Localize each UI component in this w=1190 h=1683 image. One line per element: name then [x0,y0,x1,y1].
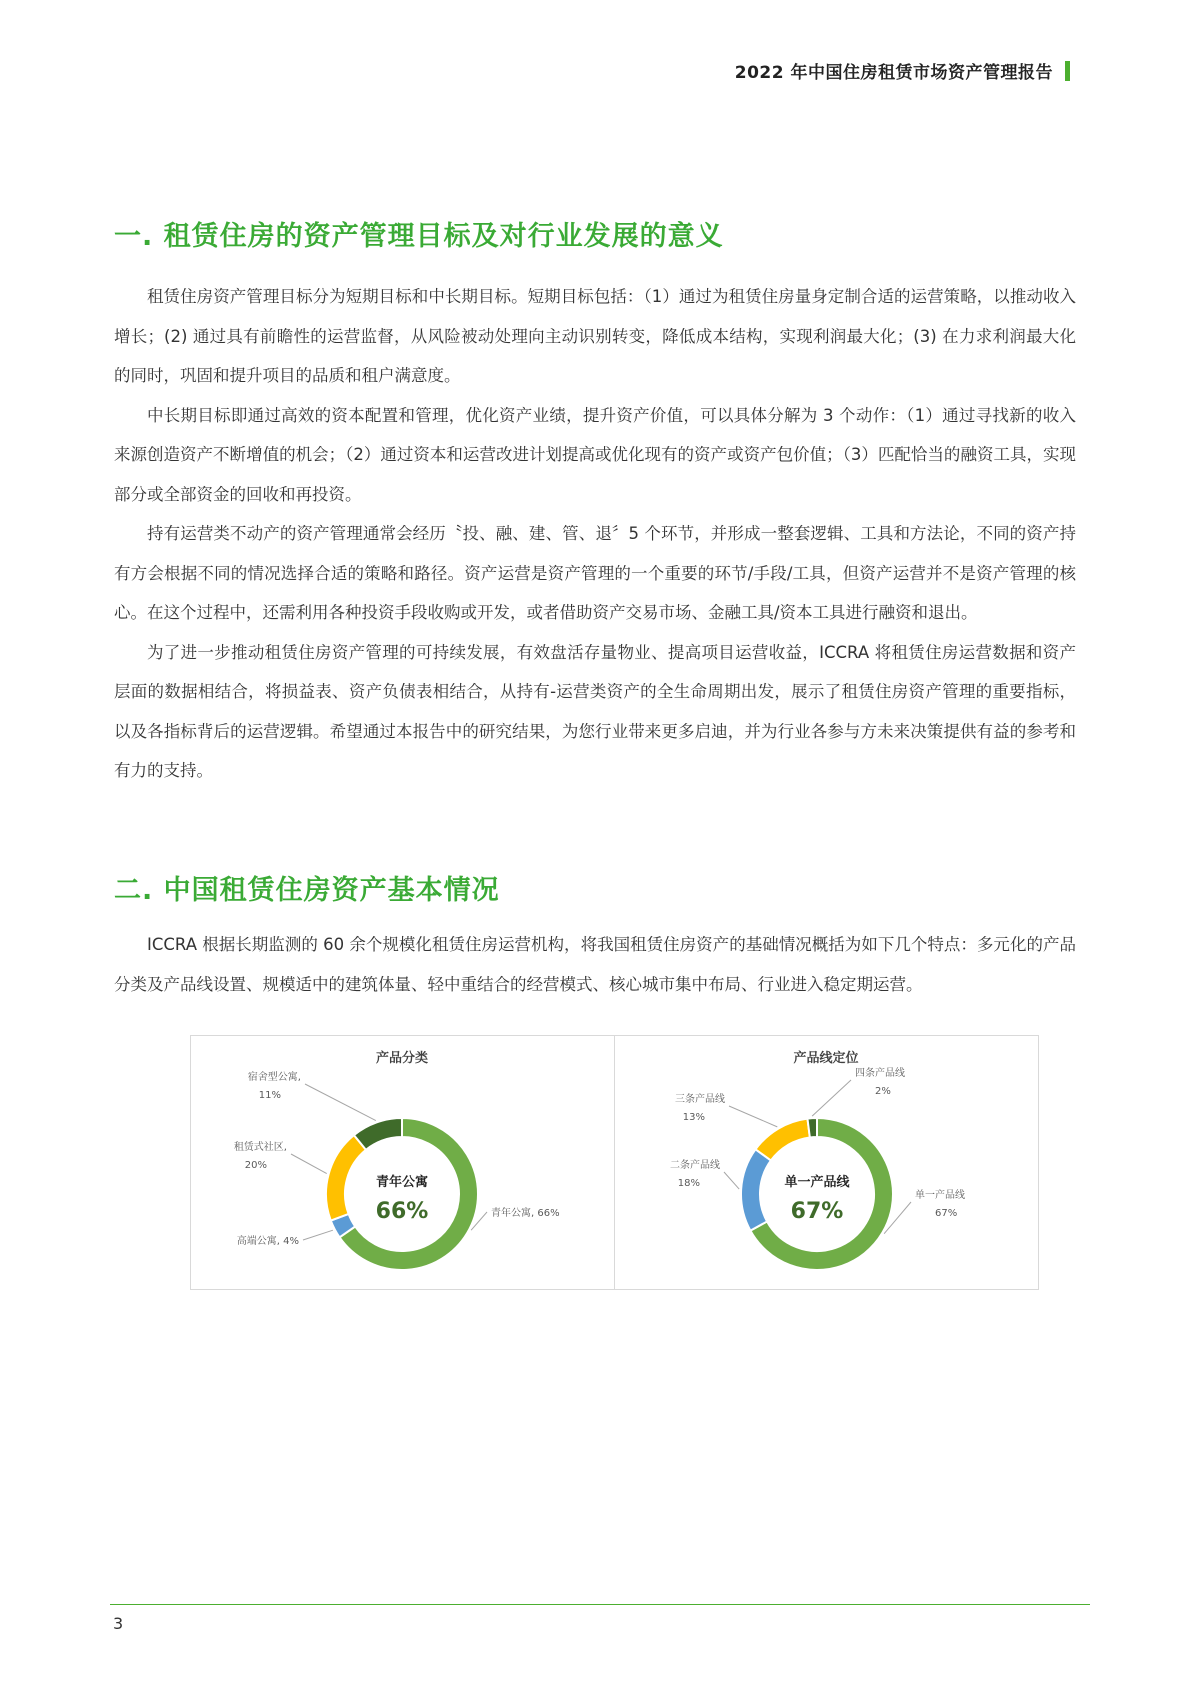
donut-charts-panel [190,1035,1039,1290]
leader-line-1 [303,1230,333,1240]
section-1-paragraph-2: 中长期目标即通过高效的资本配置和管理，优化资产业绩，提升资产价值，可以具体分解为 3 个动作：（1）通过寻找新的收入来源创造资产不断增值的机会；（2）通过资本和运营改进计划提高或优化现有的资产或资产包价值；（3）匹配恰当的融资工具，实现部分或全部资金的回收和再投资。 [114,405,1076,504]
footer-line [110,1604,1090,1605]
donut-slice-3 [807,1118,817,1137]
product-line-donut [615,1036,1038,1291]
slice-label-name-1: 二条产品线 [670,1160,720,1171]
slice-label-name-2: 租赁式社区, [233,1142,287,1153]
donut-slice-2 [326,1135,366,1220]
slice-label-value-2: 20% [244,1160,267,1171]
leader-line-2 [291,1154,327,1174]
slice-label-1: 高端公寓, 4% [236,1236,299,1247]
donut-slice-2 [756,1119,810,1161]
center-value: 66% [375,1199,429,1224]
chart-title: 产品分类 [375,1051,429,1066]
section-1-paragraph-4: 为了进一步推动租赁住房资产管理的可持续发展，有效盘活存量物业、提高项目运营收益，ICCRA 将租赁住房运营数据和资产层面的数据相结合，将损益表、资产负债表相结合，从持有-运营类资产的全生命周期出发，展示了租赁住房资产管理的重要指标，以及各指标背后的运营逻辑。希望通过本报告中的研究结果，为您行业带来更多启迪，并为行业各参与方未来决策提供有益的参考和有力的支持。 [114,642,1076,780]
slice-label-name-0: 单一产品线 [915,1190,965,1201]
chart-title: 产品线定位 [793,1051,859,1066]
slice-label-name-3: 四条产品线 [855,1068,905,1079]
slice-label-value-2: 13% [682,1112,705,1123]
slice-label-0: 青年公寓, 66% [491,1208,560,1219]
slice-label-value-3: 11% [258,1090,281,1101]
leader-line-1 [724,1172,739,1189]
leader-line-2 [729,1106,777,1127]
center-value: 67% [790,1199,844,1224]
page-number: 3 [113,1614,124,1633]
section-1-paragraph-1: 租赁住房资产管理目标分为短期目标和中长期目标。短期目标包括：（1）通过为租赁住房量身定制合适的运营策略，以推动收入增长；(2) 通过具有前瞻性的运营监督，从风险被动处理向主动识别转变，降低成本结构，实现利润最大化；(3) 在力求利润最大化的同时，巩固和提升项目的品质和租户满意度。 [114,287,1076,385]
section-1-paragraph-3: 持有运营类不动产的资产管理通常会经历〝投、融、建、管、退〞5 个环节，并形成一整套逻辑、工具和方法论，不同的资产持有方会根据不同的情况选择合适的策略和路径。资产运营是资产管理的一个重要的环节/手段/工具，但资产运营并不是资产管理的核心。在这个过程中，还需利用各种投资手段收购或开发，或者借助资产交易市场、金融工具/资本工具进行融资和退出。 [114,524,1076,622]
donut-slice-1 [741,1149,771,1230]
section-2-paragraph-1: ICCRA 根据长期监测的 60 余个规模化租赁住房运营机构，将我国租赁住房资产的基础情况概括为如下几个特点：多元化的产品分类及产品线设置、规模适中的建筑体量、轻中重结合的经营模式、核心城市集中布局、行业进入稳定期运营。 [114,935,1076,994]
product-line-chart [615,1036,1038,1291]
section-2 [114,868,1076,1004]
leader-line-3 [305,1084,376,1121]
report-title: 2022 年中国住房租赁市场资产管理报告 [734,63,1053,83]
product-category-donut [191,1036,614,1291]
section-2-heading: 二. 中国租赁住房资产基本情况 [114,875,500,906]
slice-label-name-3: 宿舍型公寓, [247,1072,301,1083]
leader-line-3 [812,1080,851,1116]
slice-label-value-3: 2% [875,1086,891,1097]
report-header [735,58,1070,83]
section-1-heading: 一. 租赁住房的资产管理目标及对行业发展的意义 [114,221,724,252]
product-category-chart [191,1036,614,1291]
center-label: 青年公寓 [375,1175,429,1190]
center-label: 单一产品线 [784,1175,850,1190]
slice-label-name-2: 三条产品线 [675,1094,725,1105]
header-accent-bar [1065,61,1070,81]
slice-label-value-1: 18% [677,1178,700,1189]
donut-slice-3 [354,1118,402,1150]
section-1 [114,214,1076,791]
slice-label-value-0: 67% [935,1208,958,1219]
